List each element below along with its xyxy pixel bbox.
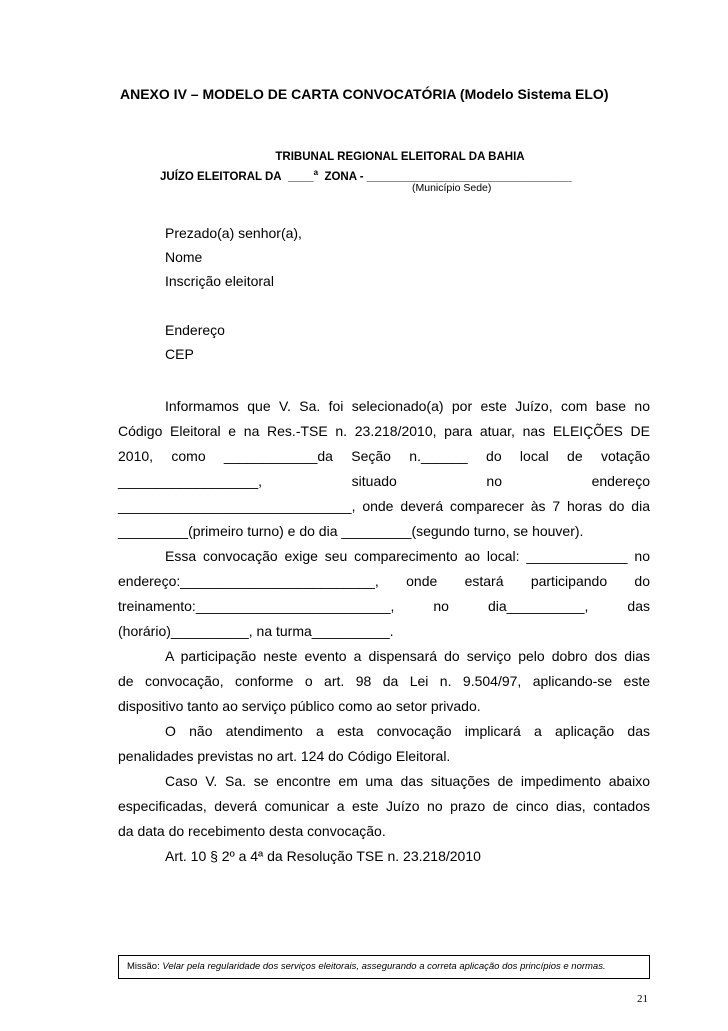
tribunal-name: TRIBUNAL REGIONAL ELEITORAL DA BAHIA <box>275 151 525 163</box>
annex-heading: ANEXO IV – MODELO DE CARTA CONVOCATÓRIA (Modelo Sistema ELO) <box>120 86 609 102</box>
recipient-name: Nome <box>165 249 203 265</box>
greeting: Prezado(a) senhor(a), <box>165 225 302 241</box>
body-line: Art. 10 § 2º a 4ª da Resolução TSE n. 23.218/2010 <box>165 848 481 864</box>
body-line: Essa convocação exige seu comparecimento ao local: _____________ no <box>165 548 650 564</box>
body-line: penalidades previstas no art. 124 do Código Eleitoral. <box>118 748 451 764</box>
mission-footer <box>118 955 650 979</box>
municipio-sede: (Município Sede) <box>412 182 492 194</box>
mission-label: Missão: <box>127 961 160 972</box>
body-line: de convocação, conforme o art. 98 da Lei n. 9.504/97, aplicando-se este <box>118 673 650 689</box>
juizo-line <box>160 168 572 183</box>
endereco: Endereço <box>165 322 225 338</box>
body-line: especificadas, deverá comunicar a este Juízo no prazo de cinco dias, contados <box>118 798 650 814</box>
body-line: O não atendimento a esta convocação implicará a aplicação das <box>165 723 650 739</box>
body-line: Código Eleitoral e na Res.-TSE n. 23.218/2010, para atuar, nas ELEIÇÕES DE <box>118 423 650 439</box>
page-number: 21 <box>637 993 648 1005</box>
juizo-blank: ____ <box>288 170 314 183</box>
body-line: Informamos que V. Sa. foi selecionado(a) por este Juízo, com base no <box>165 398 650 414</box>
mission-text: Velar pela regularidade dos serviços eleitorais, assegurando a correta aplicação dos princípios e normas. <box>162 961 606 972</box>
body-line: 2010, como ____________da Seção n.______ do local de votação <box>118 448 650 464</box>
body-line: A participação neste evento a dispensará do serviço pelo dobro dos dias <box>165 648 650 664</box>
body-line: __________________, situado no endereço <box>118 473 650 489</box>
inscricao-eleitoral: Inscrição eleitoral <box>165 273 274 289</box>
body-line: dispositivo tanto ao serviço público como ao setor privado. <box>118 698 481 714</box>
body-line: _________(primeiro turno) e do dia _________(segundo turno, se houver). <box>118 523 584 539</box>
juizo-suffix: ZONA - ________________________________ <box>324 170 572 183</box>
body-line: (horário)__________, na turma__________. <box>118 623 394 639</box>
body-line: Caso V. Sa. se encontre em uma das situações de impedimento abaixo <box>165 773 650 789</box>
juizo-sup: a <box>313 168 319 177</box>
cep: CEP <box>165 346 194 362</box>
body-line: da data do recebimento desta convocação. <box>118 823 386 839</box>
body-line: ______________________________, onde deverá comparecer às 7 horas do dia <box>118 498 650 514</box>
body-line: endereço:_________________________, onde estará participando do <box>118 573 650 589</box>
body-line: treinamento:_________________________, no dia__________, das <box>118 598 650 614</box>
juizo-prefix: JUÍZO ELEITORAL DA <box>160 170 282 183</box>
